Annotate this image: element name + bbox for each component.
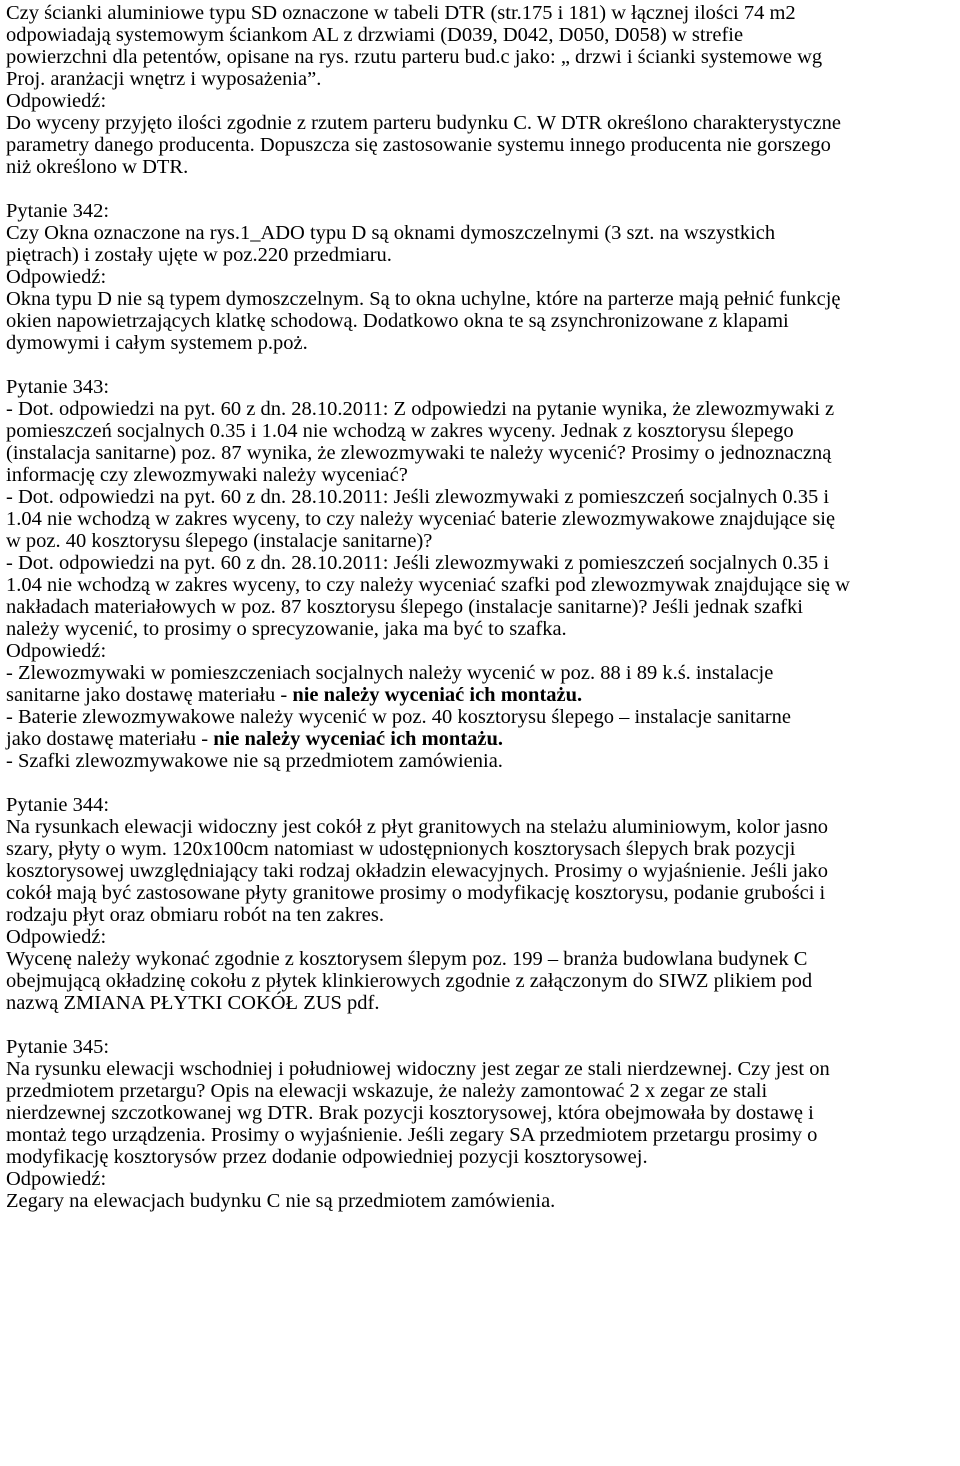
answer-label: Odpowiedź: [6, 1168, 107, 1190]
text-line: Zegary na elewacjach budynku C nie są przedmiotem zamówienia. [6, 1190, 556, 1212]
answer-label: Odpowiedź: [6, 926, 107, 948]
question-text [6, 222, 952, 266]
answer-label: Odpowiedź: [6, 640, 107, 662]
text-line: modyfikację kosztorysów przez dodanie odpowiedniej pozycji kosztorysowej. [6, 1146, 648, 1168]
text-line: pomieszczeń socjalnych 0.35 i 1.04 nie wchodzą w zakres wyceny. Jednak z kosztorysu ślepego [6, 420, 794, 442]
text-line: Okna typu D nie są typem dymoszczelnym. Są to okna uchylne, które na parterze mają pełnić funkcję [6, 288, 841, 310]
question-text [6, 816, 952, 926]
text-line: okien napowietrzających klatkę schodową. Dodatkowo okna te są zsynchronizowane z klapami [6, 310, 789, 332]
question-title: Pytanie 344: [6, 794, 110, 816]
text-line [6, 728, 952, 750]
text-line: rodzaju płyt oraz obmiaru robót na ten zakres. [6, 904, 384, 926]
answer-text [6, 662, 952, 772]
bold-text: nie należy wyceniać ich montażu. [292, 684, 583, 706]
text-line: montaż tego urządzenia. Prosimy o wyjaśnienie. Jeśli zegary SA przedmiotem przetargu prosimy o [6, 1124, 818, 1146]
plain-text: jako dostawę materiału - [6, 728, 214, 750]
question-title: Pytanie 342: [6, 200, 110, 222]
text-line: Czy Okna oznaczone na rys.1_ADO typu D są oknami dymoszczelnymi (3 szt. na wszystkich [6, 222, 776, 244]
text-line: odpowiadają systemowym ściankom AL z drzwiami (D039, D042, D050, D058) w strefie [6, 24, 744, 46]
text-line: nakładach materiałowych w poz. 87 kosztorysu ślepego (instalacje sanitarne)? Jeśli jednak szafki [6, 596, 803, 618]
answer-label: Odpowiedź: [6, 266, 107, 288]
plain-text: sanitarne jako dostawę materiału - [6, 684, 293, 706]
text-line: - Dot. odpowiedzi na pyt. 60 z dn. 28.10.2011: Jeśli zlewozmywaki z pomieszczeń socjalnych 0.35 i [6, 552, 830, 574]
answer-text [6, 948, 952, 1014]
text-line: nierdzewnej szczotkowanej wg DTR. Brak pozycji kosztorysowej, która obejmowała by dostawę i [6, 1102, 814, 1124]
text-line: kosztorysowej uwzględniający taki rodzaj okładzin elewacyjnych. Prosimy o wyjaśnienie. Jeśli jako [6, 860, 829, 882]
text-line: Proj. aranżacji wnętrz i wyposażenia”. [6, 68, 322, 90]
answer-label: Odpowiedź: [6, 90, 107, 112]
text-line [6, 684, 952, 706]
text-line: powierzchni dla petentów, opisane na rys. rzutu parteru bud.c jako: „ drzwi i ścianki systemowe wg [6, 46, 823, 68]
text-line: 1.04 nie wchodzą w zakres wyceny, to czy należy wyceniać szafki pod zlewozmywak znajdujące się w [6, 574, 850, 596]
text-line: szary, płyty o wym. 120x100cm natomiast w udostępnionych kosztorysach ślepych brak pozycji [6, 838, 796, 860]
text-line: Na rysunkach elewacji widoczny jest cokół z płyt granitowych na stelażu aluminiowym, kolor jasno [6, 816, 829, 838]
text-line: Do wyceny przyjęto ilości zgodnie z rzutem parteru budynku C. W DTR określono charakterystyczne [6, 112, 841, 134]
text-line: dymowymi i całym systemem p.poż. [6, 332, 308, 354]
text-line: nazwą ZMIANA PŁYTKI COKÓŁ ZUS pdf. [6, 992, 380, 1014]
text-line: informację czy zlewozmywaki należy wyceniać? [6, 464, 408, 486]
text-line: obejmującą okładzinę cokołu z płytek klinkierowych zgodnie z załączonym do SIWZ plikiem pod [6, 970, 813, 992]
text-line: parametry danego producenta. Dopuszcza się zastosowanie systemu innego producenta nie gorszego [6, 134, 831, 156]
intro-answer [6, 112, 952, 178]
text-line: 1.04 nie wchodzą w zakres wyceny, to czy należy wyceniać baterie zlewozmywakowe znajdujące się [6, 508, 836, 530]
text-line: (instalacja sanitarne) poz. 87 wynika, że zlewozmywaki te należy wycenić? Prosimy o jednoznaczną [6, 442, 832, 464]
text-line: Wycenę należy wykonać zgodnie z kosztorysem ślepym poz. 199 – branża budowlana budynek C [6, 948, 808, 970]
text-line: - Szafki zlewozmywakowe nie są przedmiotem zamówienia. [6, 750, 503, 772]
text-line: - Baterie zlewozmywakowe należy wycenić w poz. 40 kosztorysu ślepego – instalacje sanitarne [6, 706, 791, 728]
intro-question [6, 2, 952, 90]
text-line: - Dot. odpowiedzi na pyt. 60 z dn. 28.10.2011: Z odpowiedzi na pytanie wynika, że zlewozmywaki z [6, 398, 835, 420]
text-line: Czy ścianki aluminiowe typu SD oznaczone w tabeli DTR (str.175 i 181) w łącznej ilości 74 m2 [6, 2, 796, 24]
text-line: piętrach) i zostały ujęte w poz.220 przedmiaru. [6, 244, 392, 266]
bold-text: nie należy wyceniać ich montażu. [213, 728, 504, 750]
document-page [6, 2, 952, 1212]
text-line: - Dot. odpowiedzi na pyt. 60 z dn. 28.10.2011: Jeśli zlewozmywaki z pomieszczeń socjalnych 0.35 i [6, 486, 830, 508]
answer-text [6, 288, 952, 354]
question-text [6, 398, 952, 640]
question-title: Pytanie 343: [6, 376, 110, 398]
question-text [6, 1058, 952, 1168]
text-line: niż określono w DTR. [6, 156, 189, 178]
text-line: Na rysunku elewacji wschodniej i południowej widoczny jest zegar ze stali nierdzewnej. Czy jest on [6, 1058, 830, 1080]
text-line: cokół mają być zastosowane płyty granitowe prosimy o modyfikację kosztorysu, podanie grubości i [6, 882, 826, 904]
text-line: przedmiotem przetargu? Opis na elewacji wskazuje, że należy zamontować 2 x zegar ze stali [6, 1080, 768, 1102]
question-title: Pytanie 345: [6, 1036, 110, 1058]
answer-text [6, 1190, 952, 1212]
text-line: - Zlewozmywaki w pomieszczeniach socjalnych należy wycenić w poz. 88 i 89 k.ś. instalacje [6, 662, 774, 684]
text-line: należy wycenić, to prosimy o sprecyzowanie, jaka ma być to szafka. [6, 618, 567, 640]
text-line: w poz. 40 kosztorysu ślepego (instalacje sanitarne)? [6, 530, 433, 552]
